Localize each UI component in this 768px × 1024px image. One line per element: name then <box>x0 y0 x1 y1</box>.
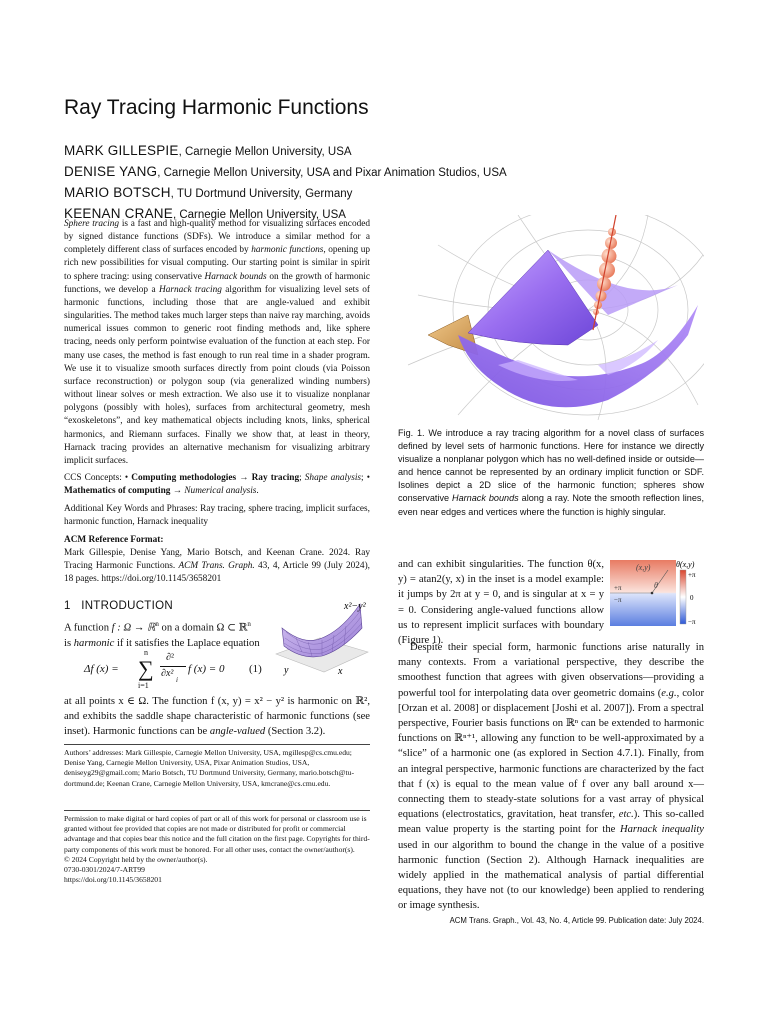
page-footer: ACM Trans. Graph., Vol. 43, No. 4, Article 99. Publication date: July 2024. <box>449 916 704 925</box>
caption-text: Harnack bounds <box>452 493 519 504</box>
ccs-sep: → <box>170 486 185 496</box>
section-number: 1 <box>64 600 71 612</box>
inset-title: θ(x,y) <box>676 560 695 569</box>
intro-text: at all points x ∈ Ω. The function f (x, y) = x² − y² is harmonic on ℝ², and exhibits the saddle shape characteristic of harmonic functions (see inset). Harmonic functions can be <box>64 696 370 738</box>
ccs-sep: ; • <box>361 473 370 483</box>
ccs-concept: Shape analysis <box>304 473 362 483</box>
permission-notice <box>64 810 370 885</box>
intro-paragraph-2 <box>64 694 370 740</box>
ccs-sep: ; <box>299 473 305 483</box>
colorbar-mid: 0 <box>690 594 694 602</box>
colorbar-max: +π <box>688 571 696 579</box>
eq-lhs: Δf (x) = <box>84 663 119 675</box>
intro-text: (Section 3.2). <box>265 726 326 738</box>
intro-text: if it satisfies the Laplace equation <box>114 637 260 649</box>
eq-sum-bot: i=1 <box>138 681 149 690</box>
reference-part: Mark Gillespie, Denise Yang, Mario Botsch, and Keenan Crane. 2024. Ray Tracing Harmonic Functions. <box>64 548 370 571</box>
eq-frac-sub: i <box>176 676 178 684</box>
author-affiliation: , TU Dortmund University, Germany <box>170 188 353 200</box>
author-name: DENISE YANG <box>64 164 158 179</box>
ccs-sep: . <box>256 486 259 496</box>
author-1 <box>64 141 704 162</box>
math: f : Ω → ℝ <box>111 622 156 634</box>
ccs-concept: Computing methodologies → Ray tracing <box>131 473 300 483</box>
eq-frac-den: ∂x² <box>161 668 174 679</box>
body-text: Harnack inequality <box>619 824 704 836</box>
ccs-concepts <box>64 472 370 498</box>
permission-text: Permission to make digital or hard copies of part or all of this work for personal or classroom use is granted without fee provided that copies are not made or distributed for profit or commercial advantage and that copies bear this notice and the full citation on the first page. Copyrights for third-party components of this work must be honored. For all other uses, contact the owner/author(s). <box>64 814 370 854</box>
body-text: e.g. <box>661 687 677 699</box>
section-title: INTRODUCTION <box>81 600 173 612</box>
abstract <box>64 218 370 468</box>
doi-line: https://doi.org/10.1145/3658201 <box>64 875 162 885</box>
body-text: ). This so-called mean value property is the starting point for the <box>398 809 704 836</box>
saddle-y-axis: y <box>284 665 289 676</box>
sum-symbol: ∑ <box>138 656 154 681</box>
author-name: MARIO BOTSCH <box>64 185 171 200</box>
author-list <box>64 141 704 225</box>
reference-part: 43, 4, Article 99 (July 2024), 18 pages. https://doi.org/10.1145/3658201 <box>64 561 370 584</box>
inset-left-minus: −π <box>614 596 622 604</box>
saddle-x-axis: x <box>338 666 343 677</box>
polygon-surface <box>468 250 598 345</box>
abstract-text: Harnack bounds <box>204 271 267 282</box>
author-3 <box>64 183 704 204</box>
ccs-concept: Mathematics of computing <box>64 486 171 496</box>
author-name: KEENAN CRANE <box>64 206 173 221</box>
intro-text: is <box>64 637 74 649</box>
reference-text <box>64 547 370 586</box>
author-2 <box>64 162 704 183</box>
figure-1-render <box>398 215 704 420</box>
author-affiliation: , Carnegie Mellon University, USA <box>178 146 352 158</box>
reference-journal: ACM Trans. Graph. <box>178 561 255 571</box>
inset-theta: θ <box>654 581 658 590</box>
issn-line: 0730-0301/2024/7-ART99 <box>64 865 145 875</box>
inset-point-label: (x,y) <box>636 563 651 572</box>
copyright-line: © 2024 Copyright held by the owner/author(s). <box>64 854 208 864</box>
equation-number: (1) <box>249 663 262 675</box>
eq-rhs: f (x) = 0 <box>188 663 225 675</box>
right-paragraph-1: and can exhibit singularities. The function θ(x, y) = atan2(y, x) in the inset is a model example: it jumps by 2π at y = 0, and is singular at x = y = 0. Considering angle-valued functions allow us to represent implicit surfaces with boundary (Figure 1). <box>398 559 604 647</box>
right-paragraph-2 <box>398 640 704 914</box>
abstract-text: Harnack tracing <box>159 284 222 295</box>
abstract-text: on the growth of harmonic functions, we develop a <box>64 271 371 295</box>
caption-text: along a ray. Note the smooth reflection lines, even near edges and vertices where the function is highly singular. <box>398 493 704 517</box>
intro-text: harmonic <box>73 637 115 649</box>
author-name: MARK GILLESPIE <box>64 143 179 158</box>
body-text: used in our algorithm to bound the change in the value of a positive harmonic function (Section 2). Although Harnack inequalities are widely applied in the mathematical analysis of partial differential equations, they have not (to our knowledge) been applied to rendering or image synthesis. <box>398 839 704 912</box>
origin-dot <box>651 592 654 595</box>
eq-sum-top: n <box>144 648 148 657</box>
author-addresses: Authors’ addresses: Mark Gillespie, Carnegie Mellon University, USA, mgillesp@cs.cmu.edu; Denise Yang, Carnegie Mellon University, USA, Pixar Animation Studios, USA, deniseyg29@gmail.com; Mario Botsch, TU Dortmund University, Germany, mario.botsch@tu-dortmund.de; Keenan Crane, Carnegie Mellon University, USA, kmcrane@cs.cmu.edu. <box>64 744 370 789</box>
abstract-text: Sphere tracing <box>64 219 120 229</box>
body-text: , color [Orzan et al. 2008] or displacement [Joshi et al. 2007]). From a spectral perspective, Fourier basis functions on ℝⁿ can be extended to harmonic functions on ℝⁿ⁺¹, allowing any function to be well-approximated by a “slice” of a harmonic one (as explored in Section 4.7.1). Finally, from an integral perspective, harmonic functions are characterized by the fact that f (x) is equal to the mean value of f over any ball around x—connecting them to steady-state solutions for a vast array of physical equations (electrostatics, gravitation, heat transfer, <box>398 687 704 821</box>
keywords: Additional Key Words and Phrases: Ray tracing, sphere tracing, implicit surfaces, harmonic function, Harnack inequality <box>64 504 370 527</box>
intro-text: A function <box>64 622 112 634</box>
laplace-equation <box>84 650 274 692</box>
ccs-concept: Numerical analysis <box>184 486 257 496</box>
abstract-text: harmonic functions <box>251 245 324 256</box>
author-affiliation: , Carnegie Mellon University, USA and Pixar Animation Studios, USA <box>157 167 507 179</box>
inset-left-plus: +π <box>614 584 622 592</box>
abstract-text: , opening up rich new possibilities for visual computing. Our starting point is similar in spirit to sphere tracing: using conservative <box>64 245 370 282</box>
colorbar-min: −π <box>688 618 696 626</box>
acm-reference <box>64 534 370 586</box>
figure-1-caption <box>398 427 704 519</box>
intro-paragraph: A function f : Ω → ℝ$^n$ on a domain Ω ⊂ ℝ$^n$ is harmonic if it satisfies the Laplace equation <box>64 620 260 649</box>
saddle-inset <box>272 598 372 680</box>
body-text: Despite their special form, harmonic functions arise naturally in many contexts. From a variational perspective, they describe the smoothest function that agrees with given observations—providing a powerful tool for interpolating data over geometric domains ( <box>398 642 704 699</box>
abstract-text: algorithm for visualizing level sets of harmonic functions, including those that are angle-valued and exhibit singularities. The method takes much larger steps than naive ray marching, avoids numerical issues common to generic root finding methods and, like sphere tracing, needs only perform pointwise evaluation of the function at each step. For many use cases, the method is fast enough to run real time in a shader program. We use it to visualize smooth surfaces directly from point clouds (via Poisson surface reconstruction) or polygon soup (via generalized winding numbers) without linear solves or mesh extraction. We also use it to visualize nonplanar polygons (possibly with holes), surfaces from architectural geometry, mesh “exoskeletons”, and key mathematical objects including knots, links, spherical harmonics, and Riemann surfaces. Finally we show that, at least in theory, Harnack tracing provides an alternative mechanism for visualizing arbitrary implicit surfaces. <box>64 284 370 466</box>
eq-frac-num: ∂² <box>166 652 174 663</box>
colorbar <box>680 570 686 624</box>
atan2-inset <box>610 558 706 628</box>
body-text: etc. <box>618 809 634 821</box>
math: n <box>155 620 159 628</box>
ccs-label: CCS Concepts: • <box>64 473 132 483</box>
reference-heading: ACM Reference Format: <box>64 535 164 545</box>
section-heading <box>64 600 173 612</box>
abstract-text: is a fast and high-quality method for visualizing surfaces encoded by signed distance functions (SDFs). We introduce a similar method for a completely different class of surfaces encoded by <box>64 219 371 256</box>
fraction-bar <box>160 666 186 667</box>
saddle-label: x²−y² <box>344 601 366 612</box>
author-affiliation: , Carnegie Mellon University, USA <box>172 209 346 221</box>
intro-text: angle-valued <box>209 726 266 738</box>
caption-text: Fig. 1. We introduce a ray tracing algorithm for a novel class of surfaces defined by level sets of harmonic functions. Here for instance we directly visualize a nonplanar polygon which has no well-defined inside or outside—and hence cannot be represented by an ordinary implicit function or SDF. Isolines depict a 2D slice of the harmonic function; spheres show conservative <box>398 428 704 504</box>
paper-title: Ray Tracing Harmonic Functions <box>64 96 369 119</box>
intro-text: on a domain Ω ⊂ ℝ <box>158 622 248 634</box>
